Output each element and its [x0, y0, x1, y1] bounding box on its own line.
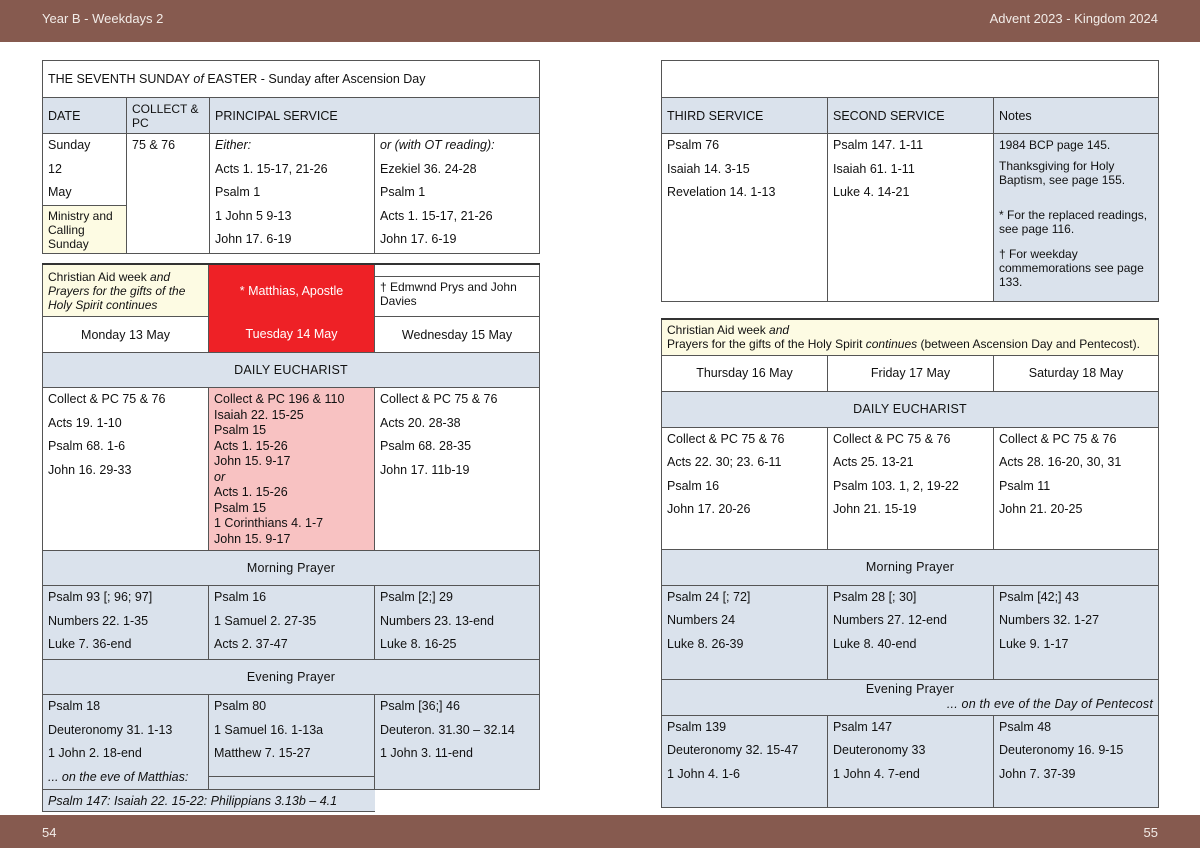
- or-label: or: [214, 469, 226, 484]
- wednesday-eucharist: [375, 388, 540, 551]
- matthias-feast-label: * Matthias, Apostle: [239, 284, 344, 298]
- christian-aid-label: Christian Aid week: [48, 269, 147, 284]
- reading: Ezekiel 36. 24-28: [380, 161, 477, 176]
- reading: Collect & PC 75 & 76: [48, 392, 166, 406]
- sunday-title-of: of: [193, 72, 204, 86]
- reading: Collect & PC 75 & 76: [667, 431, 785, 446]
- left-sunday-table: [42, 60, 540, 254]
- wednesday-morning-prayer: [375, 586, 540, 660]
- reading: Acts 1. 15-17, 21-26: [215, 161, 328, 176]
- christian-aid-banner: [662, 319, 1159, 355]
- reading: Numbers 22. 1-35: [48, 613, 149, 628]
- friday-morning-prayer: [828, 585, 994, 679]
- reading: Psalm 147. 1-11: [833, 138, 924, 152]
- col-second-service-header: SECOND SERVICE: [828, 98, 994, 134]
- holy-spirit-note: Prayers for the gifts of the Holy Spirit: [667, 337, 866, 352]
- evening-prayer-label: Evening Prayer: [865, 682, 955, 696]
- reading: John 15. 9-17: [214, 454, 291, 468]
- reading: Psalm 68. 28-35: [380, 439, 472, 453]
- tuesday-morning-prayer: [209, 586, 375, 660]
- and-label: and: [146, 269, 171, 284]
- matthias-eve-label: ... on the eve of Matthias:: [48, 769, 189, 784]
- collect-number: 75 & 76: [132, 138, 176, 152]
- daily-eucharist-band: DAILY EUCHARIST: [662, 391, 1159, 427]
- header-right-text: Advent 2023 - Kingdom 2024: [989, 11, 1158, 26]
- reading: Numbers 23. 13-end: [380, 613, 494, 628]
- reading: Isaiah 61. 1-11: [833, 161, 915, 176]
- reading: Psalm 76: [667, 138, 720, 152]
- reading: Deuteronomy 33: [833, 743, 926, 757]
- reading: John 16. 29-33: [48, 462, 132, 477]
- reading: Luke 8. 40-end: [833, 636, 917, 651]
- reading: 1 John 4. 1-6: [667, 766, 740, 781]
- ministry-sunday-note: Ministry and Calling Sunday: [43, 205, 126, 253]
- daily-eucharist-band: DAILY EUCHARIST: [43, 353, 540, 388]
- day-heading-thursday: Thursday 16 May: [662, 355, 828, 391]
- reading: Psalm 15: [214, 500, 267, 515]
- reading: Collect & PC 75 & 76: [999, 431, 1117, 446]
- monday-eucharist: [43, 388, 209, 551]
- reading: Isaiah 22. 15-25: [214, 407, 304, 422]
- reading: Psalm 147: [833, 719, 893, 734]
- reading: Psalm [2;] 29: [380, 590, 453, 604]
- sunday-title: [43, 61, 540, 98]
- reading: 1 John 5 9-13: [215, 208, 292, 223]
- reading: Psalm 15: [214, 423, 267, 437]
- reading: Luke 4. 14-21: [833, 185, 910, 199]
- page-header-bar: [0, 0, 1200, 42]
- pentecost-note: (between Ascension Day and Pentecost).: [917, 337, 1140, 352]
- reading: Matthew 7. 15-27: [214, 746, 311, 760]
- reading: Psalm 103. 1, 2, 19-22: [833, 478, 959, 493]
- reading: John 17. 6-19: [215, 232, 292, 246]
- monday-evening-prayer: [43, 695, 209, 790]
- reading: Psalm 80: [214, 699, 267, 713]
- reading: Luke 8. 16-25: [380, 637, 457, 651]
- reading: Psalm 16: [214, 590, 267, 604]
- header-left-text: Year B - Weekdays 2: [42, 11, 164, 26]
- tuesday-feast-cell: [209, 264, 375, 353]
- or-readings: [375, 134, 540, 254]
- col-date-header: DATE: [43, 98, 127, 134]
- reading: Psalm 11: [999, 478, 1051, 493]
- reading: Acts 20. 28-38: [380, 415, 461, 430]
- col-collect-header: COLLECT & PC: [127, 98, 210, 134]
- reading: 1 Samuel 2. 27-35: [214, 613, 317, 628]
- friday-eucharist: [828, 427, 994, 549]
- reading: Luke 8. 26-39: [667, 636, 744, 651]
- reading: John 7. 37-39: [999, 766, 1076, 781]
- reading: 1 John 3. 11-end: [380, 746, 473, 760]
- reading: Luke 7. 36-end: [48, 637, 132, 651]
- reading: 1 John 4. 7-end: [833, 766, 920, 781]
- reading: Psalm 24 [; 72]: [667, 589, 751, 604]
- either-heading: Either:: [215, 138, 252, 152]
- thursday-evening-prayer: [662, 715, 828, 807]
- saturday-evening-prayer: [994, 715, 1159, 807]
- pentecost-eve-label: ... on th eve of the Day of Pentecost: [946, 697, 1153, 711]
- date-line: Sunday: [48, 138, 91, 152]
- day-heading-tuesday: Tuesday 14 May: [245, 327, 338, 341]
- reading: Psalm 28 [; 30]: [833, 589, 917, 604]
- date-line: 12: [48, 161, 62, 176]
- morning-prayer-band: Morning Prayer: [662, 549, 1159, 585]
- reading: 1 Samuel 16. 1-13a: [214, 722, 324, 737]
- reading: Deuteronomy 32. 15-47: [667, 743, 799, 757]
- reading: John 15. 9-17: [214, 531, 291, 546]
- reading: Deuteronomy 16. 9-15: [999, 743, 1124, 757]
- wednesday-evening-prayer: [375, 695, 540, 790]
- reading: John 17. 6-19: [380, 232, 457, 246]
- reading: Psalm [42;] 43: [999, 589, 1079, 604]
- reading: Psalm 18: [48, 699, 101, 713]
- wednesday-note: [375, 264, 540, 317]
- day-heading-wednesday: Wednesday 15 May: [375, 317, 540, 353]
- day-heading-friday: Friday 17 May: [828, 355, 994, 391]
- reading: John 17. 11b-19: [380, 462, 470, 477]
- sunday-date-cell: [43, 134, 127, 254]
- reading: John 21. 20-25: [999, 502, 1083, 516]
- reading: Acts 1. 15-26: [214, 438, 288, 453]
- or-heading: or (with OT reading):: [380, 138, 495, 152]
- reading: Psalm 1: [215, 185, 261, 199]
- thursday-morning-prayer: [662, 585, 828, 679]
- col-notes-header: Notes: [994, 98, 1159, 134]
- col-principal-header: PRINCIPAL SERVICE: [210, 98, 540, 134]
- note-baptism: Thanksgiving for Holy Baptism, see page 155.: [999, 159, 1126, 187]
- friday-evening-prayer: [828, 715, 994, 807]
- continues-label: continues: [865, 337, 918, 352]
- day-heading-saturday: Saturday 18 May: [994, 355, 1159, 391]
- reading: Acts 1. 15-26: [214, 485, 288, 499]
- reading: Deuteron. 31.30 – 32.14: [380, 722, 515, 737]
- reading: Acts 2. 37-47: [214, 637, 288, 651]
- reading: Acts 22. 30; 23. 6-11: [667, 455, 782, 469]
- sunday-title-part-a: THE SEVENTH SUNDAY: [48, 72, 194, 86]
- tuesday-evening-prayer: [209, 695, 375, 790]
- evening-prayer-band: Evening Prayer: [43, 660, 540, 695]
- reading: Isaiah 14. 3-15: [667, 161, 750, 176]
- page-number-right: 55: [1143, 825, 1158, 840]
- holy-spirit-note: Prayers for the gifts of the Holy Spirit continues: [48, 283, 186, 312]
- day-heading-monday: Monday 13 May: [43, 317, 209, 353]
- reading: Psalm 139: [667, 719, 727, 734]
- reading: 1 Corinthians 4. 1-7: [214, 516, 324, 530]
- sunday-title-part-b: EASTER - Sunday after Ascension Day: [203, 72, 426, 86]
- left-weekday-table: [42, 263, 540, 812]
- col-third-service-header: THIRD SERVICE: [662, 98, 828, 134]
- reading: Numbers 27. 12-end: [833, 613, 947, 627]
- reading: Collect & PC 75 & 76: [833, 431, 951, 446]
- reading: Psalm 16: [667, 478, 720, 493]
- and-label: and: [765, 323, 790, 338]
- reading: Collect & PC 196 & 110: [214, 392, 345, 406]
- sunday-notes: [994, 134, 1159, 302]
- evening-prayer-band: [662, 679, 1159, 715]
- note-commemorations: † For weekday commemorations see page 133.: [999, 247, 1144, 289]
- second-service-readings: [828, 134, 994, 302]
- reading: Psalm 1: [380, 185, 426, 199]
- morning-prayer-band: Morning Prayer: [43, 551, 540, 586]
- reading: Acts 1. 15-17, 21-26: [380, 208, 493, 223]
- reading: Acts 28. 16-20, 30, 31: [999, 455, 1122, 469]
- reading: 1 John 2. 18-end: [48, 746, 142, 760]
- saturday-eucharist: [994, 427, 1159, 549]
- saturday-morning-prayer: [994, 585, 1159, 679]
- right-sunday-table: [661, 60, 1159, 302]
- date-line: May: [48, 185, 72, 199]
- right-weekday-table: [661, 318, 1159, 808]
- page-footer-bar: [0, 815, 1200, 848]
- reading: Psalm 93 [; 96; 97]: [48, 590, 153, 604]
- reading: Acts 25. 13-21: [833, 455, 914, 469]
- reading: Acts 19. 1-10: [48, 415, 122, 430]
- page-number-left: 54: [42, 825, 57, 840]
- reading: John 21. 15-19: [833, 502, 917, 516]
- edmwnd-prys-note: † Edmwnd Prys and John Davies: [380, 280, 517, 308]
- christian-aid-label: Christian Aid week: [667, 323, 766, 338]
- reading: Numbers 32. 1-27: [999, 613, 1100, 627]
- either-readings: [210, 134, 375, 254]
- reading: Revelation 14. 1-13: [667, 185, 776, 199]
- reading: Deuteronomy 31. 1-13: [48, 722, 173, 737]
- monday-note: [43, 264, 209, 317]
- tuesday-eucharist: [209, 388, 375, 551]
- reading: Psalm 68. 1-6: [48, 439, 126, 453]
- note-replaced-readings: * For the replaced readings, see page 116.: [999, 208, 1148, 236]
- reading: Numbers 24: [667, 613, 736, 627]
- reading: Psalm [36;] 46: [380, 699, 460, 713]
- reading: Collect & PC 75 & 76: [380, 392, 498, 406]
- reading: Psalm 48: [999, 719, 1052, 734]
- reading: Luke 9. 1-17: [999, 636, 1069, 651]
- monday-morning-prayer: [43, 586, 209, 660]
- thursday-eucharist: [662, 427, 828, 549]
- matthias-eve-readings: Psalm 147: Isaiah 22. 15-22: Philippians 3.13b – 4.1: [43, 790, 375, 812]
- note-bcp: 1984 BCP page 145.: [999, 138, 1111, 152]
- third-service-readings: [662, 134, 828, 302]
- sunday-collect-cell: [127, 134, 210, 254]
- reading: John 17. 20-26: [667, 502, 751, 516]
